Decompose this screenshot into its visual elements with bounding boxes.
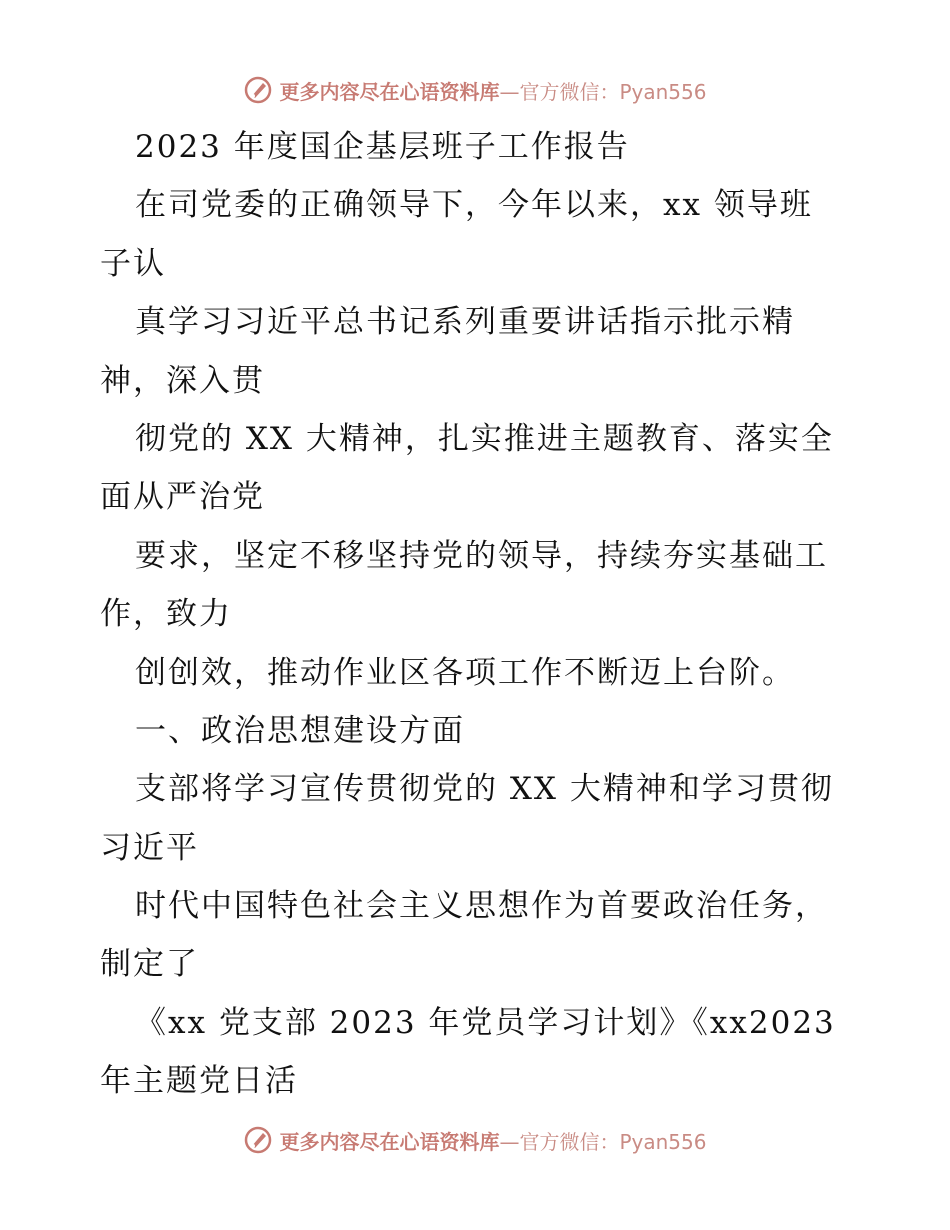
paragraph-line: 创创效，推动作业区各项工作不断迈上台阶。: [135, 654, 795, 691]
watermark-dash: —: [499, 79, 520, 104]
paragraph-line: 作，致力: [100, 596, 232, 633]
watermark-text: [279, 1126, 706, 1155]
paragraph-line: 《xx 党支部 2023 年党员学习计划》《xx2023: [135, 1004, 836, 1041]
paragraph-line: 习近平: [100, 829, 199, 866]
header-watermark: [0, 70, 950, 110]
paragraph-line: 子认: [100, 245, 166, 282]
section-heading: 一、政治思想建设方面: [135, 712, 465, 749]
watermark-tail: 官方微信：Pyan556: [519, 79, 707, 104]
pen-logo-icon: [243, 1125, 273, 1155]
watermark-text: [279, 76, 706, 105]
paragraph-line: 真学习习近平总书记系列重要讲话指示批示精: [135, 304, 795, 341]
paragraph-line: 神，深入贯: [100, 362, 265, 399]
watermark-main: 更多内容尽在心语资料库: [279, 1129, 500, 1154]
pen-logo-icon: [243, 75, 273, 105]
paragraph-line: 在司党委的正确领导下，今年以来，xx 领导班: [135, 187, 813, 224]
paragraph-line: 年主题党日活: [100, 1063, 298, 1100]
watermark-dash: —: [499, 1129, 520, 1154]
document-body: [100, 118, 860, 1111]
paragraph-line: 要求，坚定不移坚持党的领导，持续夯实基础工: [135, 537, 828, 574]
paragraph-line: 面从严治党: [100, 479, 265, 516]
paragraph-line: 时代中国特色社会主义思想作为首要政治任务，: [135, 888, 828, 925]
paragraph-line: 彻党的 XX 大精神，扎实推进主题教育、落实全: [135, 420, 834, 457]
paragraph-line: 制定了: [100, 946, 199, 983]
watermark-main: 更多内容尽在心语资料库: [279, 79, 500, 104]
footer-watermark: [0, 1120, 950, 1160]
watermark-tail: 官方微信：Pyan556: [519, 1129, 707, 1154]
paragraph-line: 支部将学习宣传贯彻党的 XX 大精神和学习贯彻: [135, 771, 834, 808]
document-title: 2023 年度国企基层班子工作报告: [135, 129, 630, 165]
